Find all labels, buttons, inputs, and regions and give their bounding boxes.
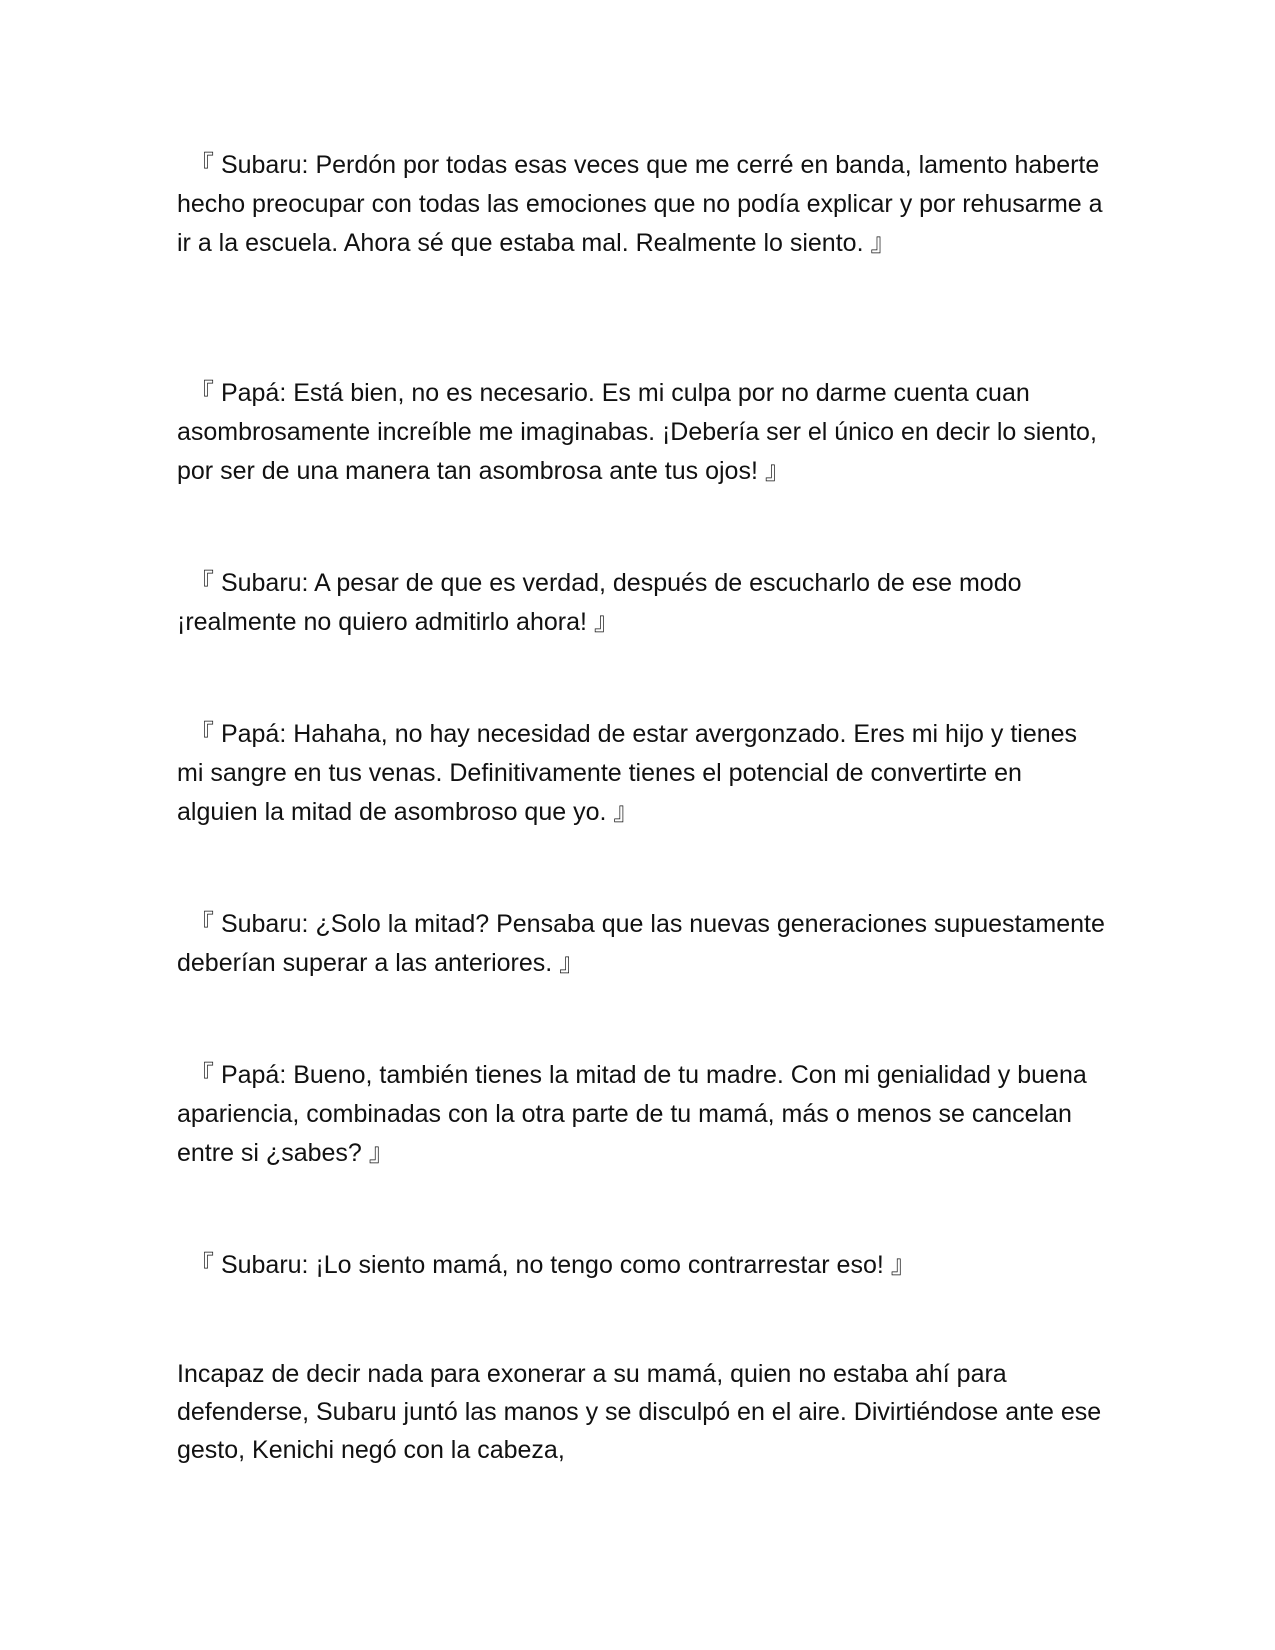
dialogue-paragraph-subaru-2: 『 Subaru: A pesar de que es verdad, después de escucharlo de ese modo ¡realmente no quiero admitirlo ahora! 』 xyxy=(177,569,1022,636)
narration-paragraph: Incapaz de decir nada para exonerar a su mamá, quien no estaba ahí para defenderse, Subaru juntó las manos y se disculpó en el aire. Divirtiéndose ante ese gesto, Kenichi negó con la cabeza, xyxy=(177,1360,1102,1464)
dialogue-paragraph-papa-1: 『 Papá: Está bien, no es necesario. Es mi culpa por no darme cuenta cuan asombrosamente increíble me imaginabas. ¡Debería ser el único en decir lo siento, por ser de una manera tan asombrosa ante tus ojos! 』 xyxy=(177,379,1097,485)
dialogue-paragraph-subaru-3: 『 Subaru: ¿Solo la mitad? Pensaba que las nuevas generaciones supuestamente deberían superar a las anteriores. 』 xyxy=(177,910,1105,977)
dialogue-paragraph-papa-2: 『 Papá: Hahaha, no hay necesidad de estar avergonzado. Eres mi hijo y tienes mi sangre en tus venas. Definitivamente tienes el potencial de convertirte en alguien la mitad de asombroso que yo. 』 xyxy=(177,720,1078,826)
dialogue-paragraph-subaru-4: 『 Subaru: ¡Lo siento mamá, no tengo como contrarrestar eso! 』 xyxy=(189,1251,916,1279)
dialogue-paragraph-papa-3: 『 Papá: Bueno, también tienes la mitad de tu madre. Con mi genialidad y buena apariencia, combinadas con la otra parte de tu mamá, más o menos se cancelan entre si ¿sabes? 』 xyxy=(177,1061,1087,1167)
dialogue-paragraph-subaru-1: 『 Subaru: Perdón por todas esas veces que me cerré en banda, lamento haberte hecho preocupar con todas las emociones que no podía explicar y por rehusarme a ir a la escuela. Ahora sé que estaba mal. Realmente lo siento. 』 xyxy=(177,151,1103,257)
